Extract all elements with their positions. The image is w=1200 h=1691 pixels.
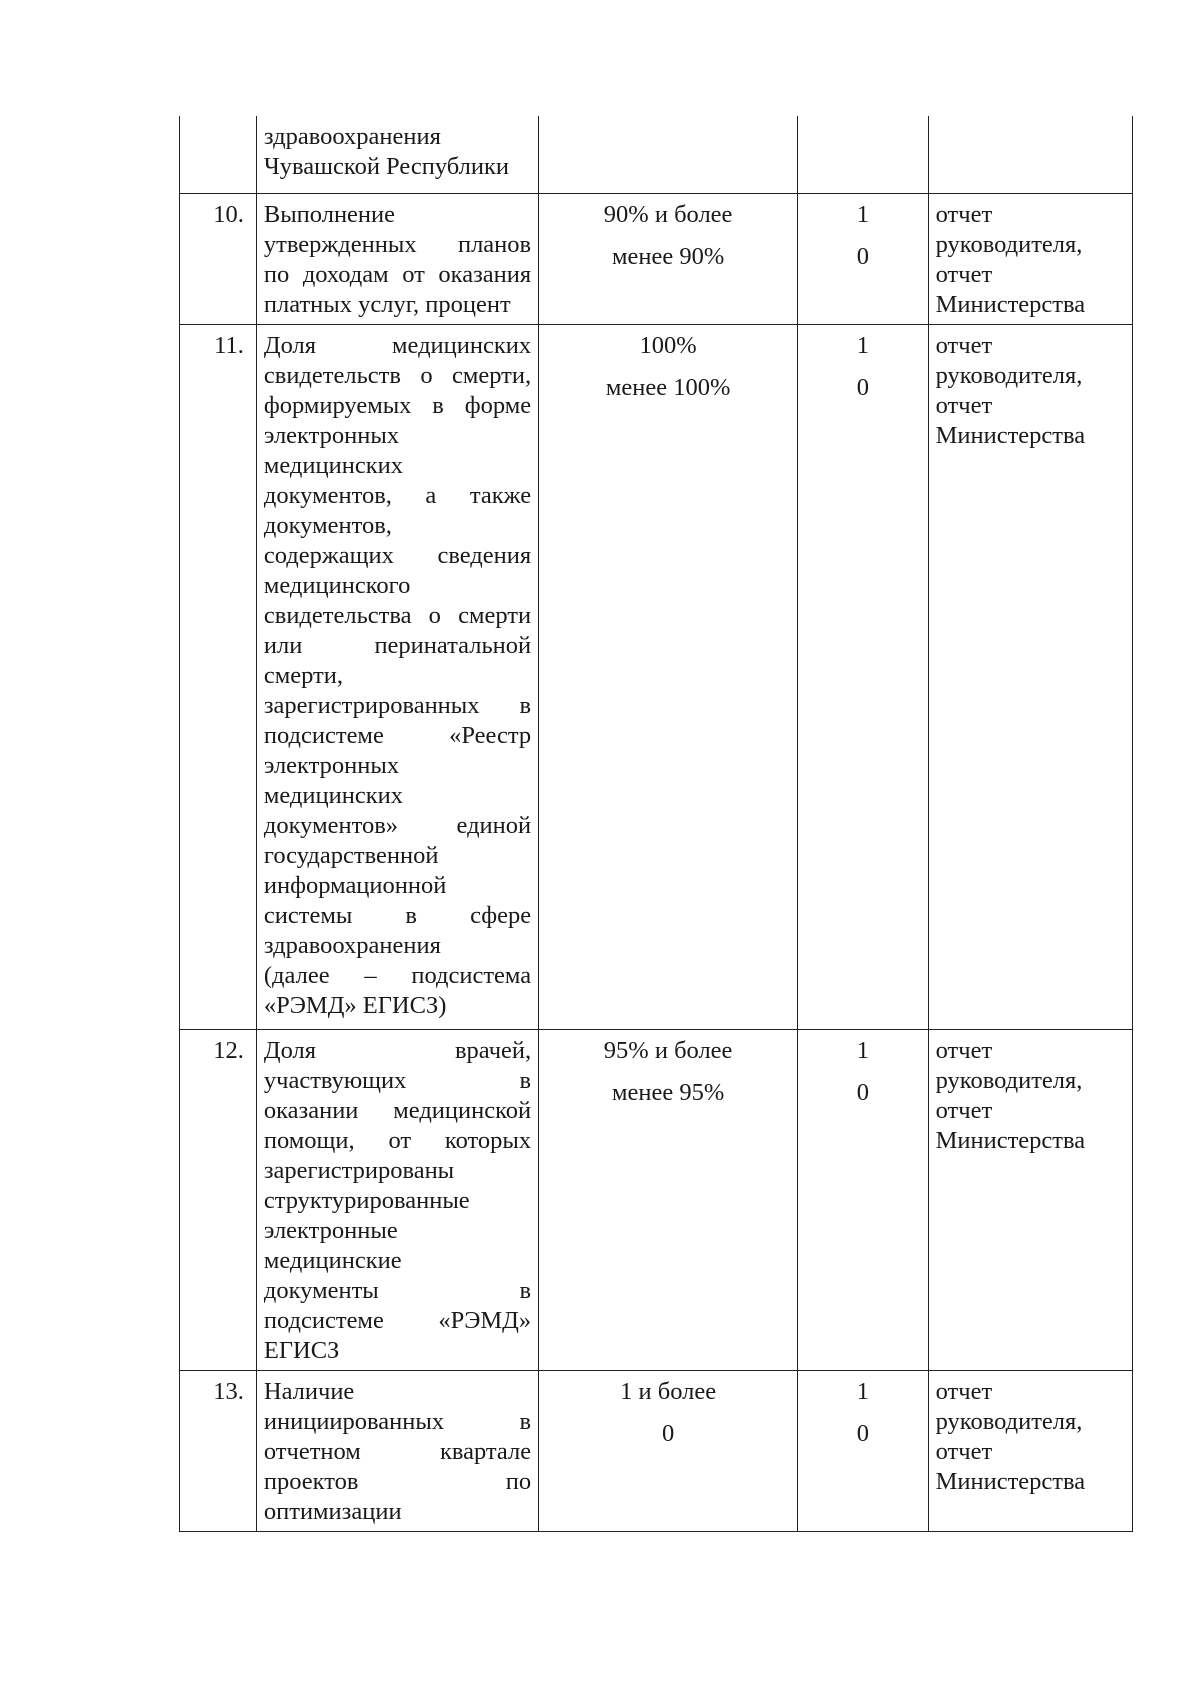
- cell-number: [180, 116, 257, 194]
- table-row-continuation: [180, 116, 1133, 194]
- name-line: электронных: [263, 752, 400, 779]
- name-line: медицинского: [263, 572, 411, 599]
- source-line: Министерства: [935, 1127, 1086, 1154]
- source-line: руководителя,: [935, 231, 1083, 258]
- source-line: отчет: [935, 1438, 993, 1465]
- cell-source: [928, 1371, 1132, 1532]
- name-line: платных услуг, процент: [263, 291, 511, 318]
- name-line: медицинские: [263, 1247, 402, 1274]
- points-value: 0: [856, 1420, 869, 1447]
- cell-source: [928, 116, 1132, 194]
- name-line: свидетельства о смерти: [263, 602, 532, 629]
- name-line: Наличие: [263, 1378, 355, 1405]
- name-line: документов» единой: [263, 812, 532, 839]
- cell-points: [798, 1371, 929, 1532]
- name-line: государственной: [263, 842, 439, 869]
- name-line: свидетельств о смерти,: [263, 362, 532, 389]
- cell-points: [798, 116, 929, 194]
- cell-criteria: [539, 1371, 798, 1532]
- source-line: отчет: [935, 392, 993, 419]
- cell-indicator-name: [256, 325, 538, 1030]
- source-line: руководителя,: [935, 1067, 1083, 1094]
- name-line: по доходам от оказания: [263, 261, 532, 288]
- source-line: Министерства: [935, 291, 1086, 318]
- criteria-value: менее 95%: [611, 1079, 725, 1106]
- cell-points: [798, 1030, 929, 1371]
- name-line: документов, а также: [263, 482, 532, 509]
- cell-number: 10.: [180, 194, 257, 325]
- name-line: (далее – подсистема: [263, 962, 532, 989]
- name-line: документов,: [263, 512, 392, 539]
- name-line: Доля медицинских: [263, 332, 532, 359]
- points-value: 1: [856, 201, 869, 228]
- name-line: утвержденных планов: [263, 231, 532, 258]
- cell-number: 13.: [180, 1371, 257, 1532]
- source-line: руководителя,: [935, 1408, 1083, 1435]
- name-line: участвующих в: [263, 1067, 532, 1094]
- points-value: 1: [856, 332, 869, 359]
- name-line: содержащих сведения: [263, 542, 532, 569]
- cell-source: [928, 1030, 1132, 1371]
- name-line: электронных: [263, 422, 400, 449]
- points-value: 0: [856, 374, 869, 401]
- criteria-value: 100%: [639, 332, 697, 359]
- cell-number: 12.: [180, 1030, 257, 1371]
- cell-criteria: [539, 116, 798, 194]
- cell-criteria: [539, 325, 798, 1030]
- source-line: отчет: [935, 261, 993, 288]
- cell-indicator-name: [256, 194, 538, 325]
- source-line: отчет: [935, 201, 993, 228]
- source-line: Министерства: [935, 422, 1086, 449]
- source-line: руководителя,: [935, 362, 1083, 389]
- name-line: оказании медицинской: [263, 1097, 532, 1124]
- name-line: «РЭМД» ЕГИСЗ): [263, 992, 447, 1019]
- name-line: зарегистрированных в: [263, 692, 532, 719]
- name-line: отчетном квартале: [263, 1438, 532, 1465]
- source-line: отчет: [935, 332, 993, 359]
- criteria-value: 90% и более: [603, 201, 733, 228]
- cell-indicator-name: [256, 116, 538, 194]
- name-line: здравоохранения: [263, 932, 441, 959]
- table-row: [180, 1371, 1133, 1532]
- table-row: [180, 194, 1133, 325]
- cell-number: 11.: [180, 325, 257, 1030]
- name-line: информационной: [263, 872, 447, 899]
- name-line: системы в сфере: [263, 902, 532, 929]
- cell-points: [798, 194, 929, 325]
- source-line: отчет: [935, 1097, 993, 1124]
- cell-source: [928, 194, 1132, 325]
- table-body: [180, 116, 1133, 1532]
- name-line: ЕГИСЗ: [263, 1337, 340, 1364]
- name-line: подсистеме «Реестр: [263, 722, 532, 749]
- source-line: отчет: [935, 1378, 993, 1405]
- source-line: отчет: [935, 1037, 993, 1064]
- cell-criteria: [539, 194, 798, 325]
- criteria-table: [179, 116, 1133, 1532]
- name-line: или перинатальной: [263, 632, 532, 659]
- criteria-value: менее 100%: [605, 374, 731, 401]
- criteria-value: 0: [661, 1420, 675, 1447]
- cell-points: [798, 325, 929, 1030]
- cell-source: [928, 325, 1132, 1030]
- name-line: смерти,: [263, 662, 343, 689]
- name-line: медицинских: [263, 782, 403, 809]
- criteria-value: 95% и более: [603, 1037, 733, 1064]
- points-value: 0: [856, 1079, 869, 1106]
- table-row: [180, 325, 1133, 1030]
- criteria-value: 1 и более: [620, 1378, 717, 1405]
- name-line: инициированных в: [263, 1408, 532, 1435]
- name-line: документы в: [263, 1277, 532, 1304]
- name-line: зарегистрированы: [263, 1157, 455, 1184]
- points-value: 1: [856, 1378, 869, 1405]
- cell-indicator-name: [256, 1030, 538, 1371]
- name-line: здравоохранения: [263, 123, 441, 150]
- name-line: подсистеме «РЭМД»: [263, 1307, 532, 1334]
- points-value: 0: [856, 243, 869, 270]
- name-line: медицинских: [263, 452, 403, 479]
- name-line: электронные: [263, 1217, 398, 1244]
- name-line: Чувашской Республики: [263, 153, 509, 180]
- name-line: Выполнение: [263, 201, 396, 228]
- name-line: помощи, от которых: [263, 1127, 532, 1154]
- name-line: структурированные: [263, 1187, 470, 1214]
- source-line: Министерства: [935, 1468, 1086, 1495]
- name-line: оптимизации: [263, 1498, 402, 1525]
- cell-indicator-name: [256, 1371, 538, 1532]
- table-row: [180, 1030, 1133, 1371]
- name-line: Доля врачей,: [263, 1037, 532, 1064]
- name-line: проектов по: [263, 1468, 532, 1495]
- name-line: формируемых в форме: [263, 392, 532, 419]
- points-value: 1: [856, 1037, 869, 1064]
- criteria-value: менее 90%: [611, 243, 725, 270]
- cell-criteria: [539, 1030, 798, 1371]
